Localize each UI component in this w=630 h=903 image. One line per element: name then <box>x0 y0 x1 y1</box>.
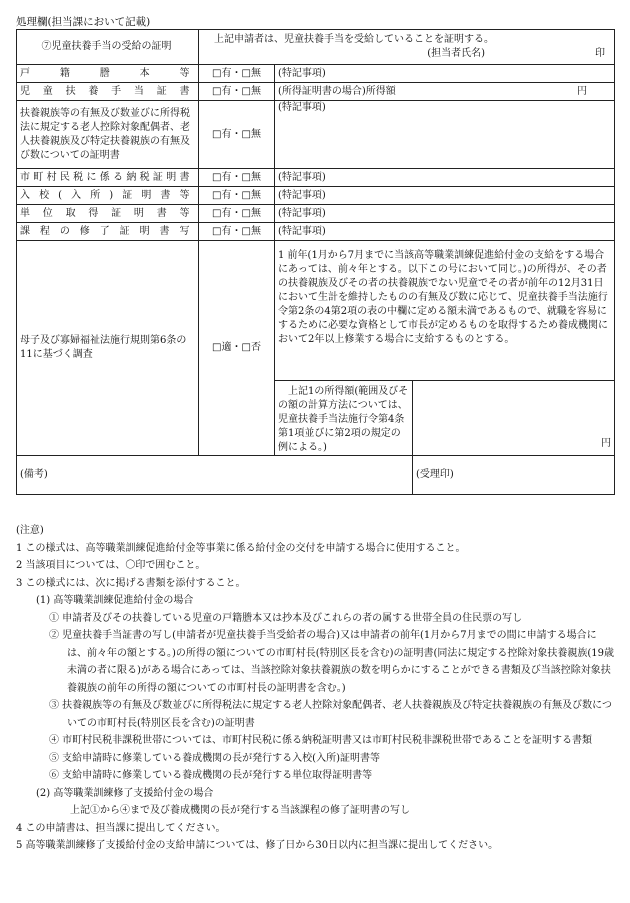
document-row <box>17 205 615 223</box>
note-item: 4 この申請書は、担当課に提出してください。 <box>16 822 226 834</box>
processing-table <box>16 29 615 495</box>
note-item: 2 当該項目については、〇印で囲むこと。 <box>16 560 206 571</box>
note-subitem: ⑤ 支給申請時に修業している養成機関の長が発行する入校(入所)証明書等 <box>49 752 380 764</box>
document-label: 児童扶養手当証書 <box>17 83 199 101</box>
certification-cell <box>199 30 615 65</box>
document-row <box>17 187 615 205</box>
document-label: 単位取得証明書等 <box>17 205 199 223</box>
document-row <box>17 169 615 187</box>
remarks-label: (備考) <box>20 469 48 480</box>
document-label: 市町村民税に係る納税証明書 <box>17 169 199 187</box>
yen-unit: 円 <box>601 438 612 449</box>
note-item: 3 この様式には、次に掲げる書類を添付すること。 <box>16 577 246 589</box>
official-name-label: (担当者氏名) <box>427 48 486 59</box>
note-subitem: ④ 市町村民税非課税世帯については、市町村民税に係る納税証明書又は市町村民税非課税世帯であることを証明する書類 <box>49 735 592 746</box>
special-notes-field[interactable]: (特記事項) <box>275 101 615 169</box>
receipt-stamp-field[interactable] <box>413 456 615 495</box>
special-notes-field[interactable]: (特記事項) <box>275 187 615 205</box>
note-subitem: ⑥ 支給申請時に修業している養成機関の長が発行する単位取得証明書等 <box>49 770 373 781</box>
document-row <box>17 101 615 169</box>
note-subitem: ② 児童扶養手当証書の写し(申請者が児童扶養手当受給者の場合)又は申請者の前年(1月から7月までの間に申請する場合には、前々年の額とする。)の所得の額についての市町村長(特別区長を含む)の証明書(同法に規定する控除対象扶養親族(19歳未満の者に限る)がある場合にあっては、当該控除対象扶養親族の数を明らかにすることができる書類及び当該控除対象扶養親族の前年の所得の額についての市町村長の証明書を含む。) <box>49 630 615 694</box>
special-notes-field[interactable]: (特記事項) <box>275 169 615 187</box>
note-subheading: (1) 高等職業訓練促進給付金の場合 <box>36 595 194 606</box>
survey-row <box>17 241 615 381</box>
presence-checkbox[interactable]: □有・□無 <box>199 65 275 83</box>
presence-checkbox[interactable]: □有・□無 <box>199 205 275 223</box>
survey-checkbox[interactable]: □適・□否 <box>199 241 275 456</box>
document-row <box>17 83 615 101</box>
notes-section <box>16 522 616 855</box>
certification-label: ⑦児童扶養手当の受給の証明 <box>17 30 199 65</box>
presence-checkbox[interactable]: □有・□無 <box>199 101 275 169</box>
special-notes-field[interactable]: (特記事項) <box>275 223 615 241</box>
yen-unit: 円 <box>577 85 588 97</box>
document-row <box>17 65 615 83</box>
receipt-stamp-label: (受理印) <box>416 469 454 480</box>
survey-income-field[interactable] <box>413 381 615 456</box>
survey-label: 母子及び寡婦福祉法施行規則第6条の11に基づく調査 <box>17 241 199 456</box>
document-label: 入校(入所)証明書等 <box>17 187 199 205</box>
special-notes-field[interactable]: (特記事項) <box>275 205 615 223</box>
presence-checkbox[interactable]: □有・□無 <box>199 83 275 101</box>
special-notes-field[interactable]: (特記事項) <box>275 65 615 83</box>
certification-row <box>17 30 615 65</box>
notes-title: (注意) <box>16 525 44 536</box>
remarks-field[interactable] <box>17 456 413 495</box>
survey-income-text: 上記1の所得額(範囲及びその額の計算方法については、児童扶養手当法施行令第4条第1項並びに第2項の規定の例による。) <box>275 381 413 456</box>
processing-section-heading: 処理欄(担当課において記載) <box>16 16 151 28</box>
document-label: 課程の修了証明書写 <box>17 223 199 241</box>
seal-mark: 印 <box>595 48 606 59</box>
note-subitem: ③ 扶養親族等の有無及び数並びに所得税法に規定する老人控除対象配偶者、老人扶養親族及び特定扶養親族の有無及び数についての市町村長(特別区長を含む)の証明書 <box>49 700 612 729</box>
note-item: 5 高等職業訓練修了支援給付金の支給申請については、修了日から30日以内に担当課に提出してください。 <box>16 840 499 851</box>
document-label: 戸籍謄本等 <box>17 65 199 83</box>
note-item: 1 この様式は、高等職業訓練促進給付金等事業に係る給付金の交付を申請する場合に使用すること。 <box>16 542 466 554</box>
remarks-row <box>17 456 615 495</box>
presence-checkbox[interactable]: □有・□無 <box>199 169 275 187</box>
presence-checkbox[interactable]: □有・□無 <box>199 187 275 205</box>
note-subitem: 上記①から④まで及び養成機関の長が発行する当該課程の修了証明書の写し <box>70 805 410 816</box>
document-label: 扶養親族等の有無及び数並びに所得税法に規定する老人控除対象配偶者、老人扶養親族及び特定扶養親族の有無及び数についての証明書 <box>17 101 199 169</box>
income-amount-field[interactable] <box>275 83 615 101</box>
note-subheading: (2) 高等職業訓練修了支援給付金の場合 <box>36 787 214 799</box>
note-subitem: ① 申請者及びその扶養している児童の戸籍謄本又は抄本及びこれらの者の属する世帯全員の住民票の写し <box>49 612 523 624</box>
certification-statement: 上記申請者は、児童扶養手当を受給していることを証明する。 <box>214 34 494 45</box>
income-label: (所得証明書の場合)所得額 <box>278 85 396 97</box>
document-row <box>17 223 615 241</box>
survey-condition-text: 1 前年(1月から7月までに当該高等職業訓練促進給付金の支給をする場合にあっては、前々年とする。以下この号において同じ。)の所得が、その者の扶養親族及びその者の扶養親族でない児童でその者が前年の12月31日において生計を維持したものの有無及び数に応じて、児童扶養手当法施行令第2条の4第2項の表の中欄に定める額未満であるもので、就職を容易にするために必要な資格として市長が定めるものを取得するため養成機関において2年以上修業する場合に支給するものとする。 <box>275 241 615 381</box>
presence-checkbox[interactable]: □有・□無 <box>199 223 275 241</box>
